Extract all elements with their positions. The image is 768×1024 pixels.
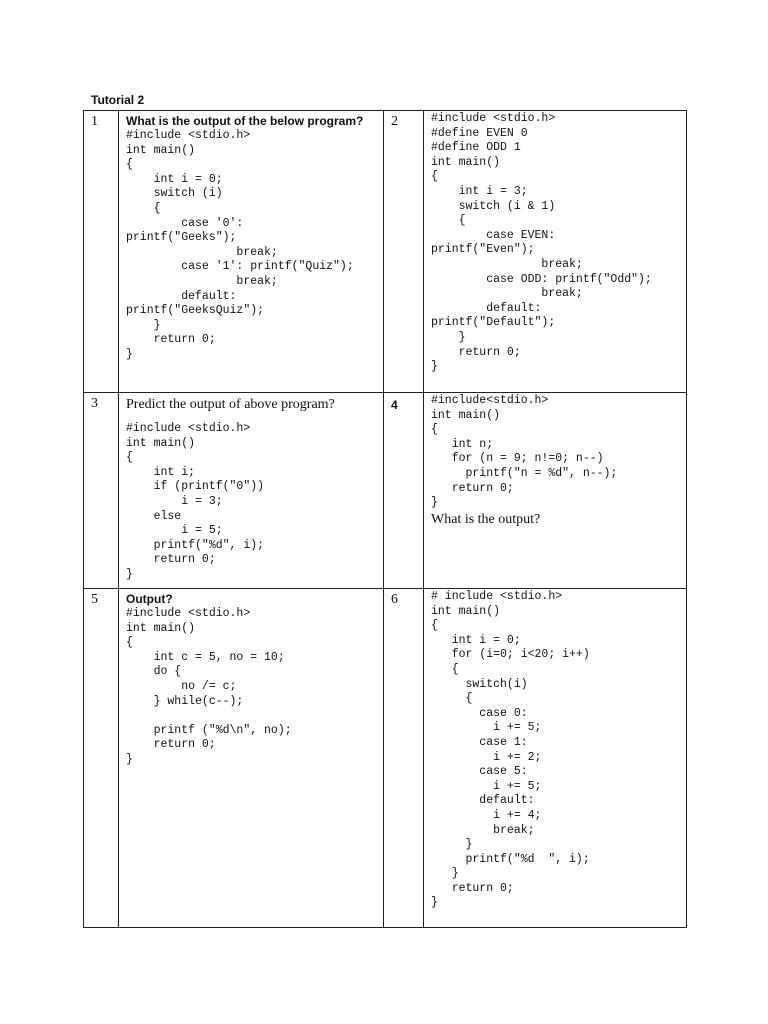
question-cell xyxy=(119,393,384,589)
page-title: Tutorial 2 xyxy=(91,93,145,107)
tutorial-table xyxy=(83,110,687,928)
question-number: 3 xyxy=(91,396,98,411)
table-row xyxy=(84,589,687,928)
code-block: #include <stdio.h> int main() { int c = 5, no = 10; do { no /= c; } while(c--); printf ("%d\n", no); return 0; } xyxy=(126,607,292,766)
question-cell xyxy=(119,589,384,928)
code-block: #include <stdio.h> int main() { int i; if (printf("0")) i = 3; else i = 5; printf("%d", i); return 0; } xyxy=(126,422,265,581)
question-number-cell xyxy=(84,589,119,928)
question-cell xyxy=(424,393,687,589)
question-number-cell xyxy=(84,393,119,589)
code-block: #include <stdio.h> #define EVEN 0 #define ODD 1 int main() { int i = 3; switch (i & 1) { case EVEN: printf("Even"); break; case ODD: printf("Odd"); break; default: printf("Default"); } return 0; } xyxy=(431,112,652,374)
question-number: 5 xyxy=(91,592,98,607)
question-number: 4 xyxy=(391,398,398,412)
question-number-cell xyxy=(384,393,424,589)
question-cell xyxy=(424,111,687,393)
question-number-cell xyxy=(384,589,424,928)
question-number: 6 xyxy=(391,592,398,607)
question-prompt: What is the output of the below program? xyxy=(126,114,364,128)
question-cell xyxy=(424,589,687,928)
table-row xyxy=(84,393,687,589)
code-block: #include<stdio.h> int main() { int n; for (n = 9; n!=0; n--) printf("n = %d", n--); return 0; } xyxy=(431,394,618,510)
question-number: 1 xyxy=(91,114,98,129)
question-cell xyxy=(119,111,384,393)
question-number-cell xyxy=(84,111,119,393)
code-block: # include <stdio.h> int main() { int i = 0; for (i=0; i<20; i++) { switch(i) { case 0: i += 5; case 1: i += 2; case 5: i += 5; default: i += 4; break; } printf("%d ", i); } return 0; } xyxy=(431,590,590,910)
code-block: #include <stdio.h> int main() { int i = 0; switch (i) { case '0': printf("Geeks"); break; case '1': printf("Quiz"); break; default: printf("GeeksQuiz"); } return 0; } xyxy=(126,129,354,361)
question-prompt: What is the output? xyxy=(431,511,541,527)
question-number-cell xyxy=(384,111,424,393)
table-row xyxy=(84,111,687,393)
question-prompt: Predict the output of above program? xyxy=(126,397,335,412)
question-prompt: Output? xyxy=(126,592,173,606)
question-number: 2 xyxy=(391,114,398,129)
